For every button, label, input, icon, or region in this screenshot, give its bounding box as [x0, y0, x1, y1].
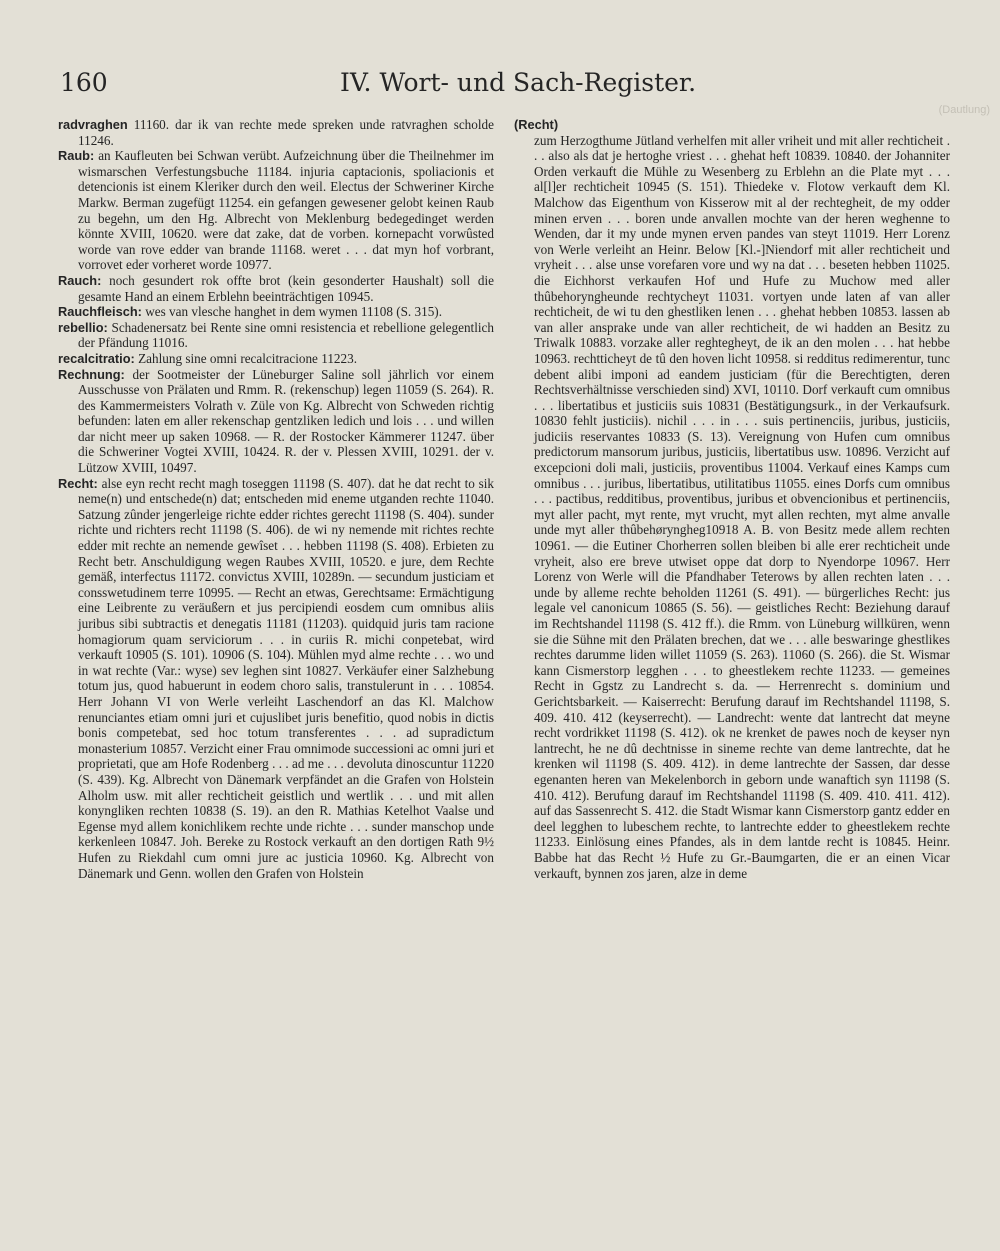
register-entry: [58, 117, 494, 148]
register-entry: [58, 273, 494, 304]
register-entry: [58, 304, 494, 320]
continued-entry-term: (Recht): [514, 117, 559, 132]
page-title: IV. Wort- und Sach-Register.: [340, 68, 697, 97]
entry-term: Rechnung:: [58, 366, 125, 382]
page-number: 160: [60, 68, 108, 97]
continued-entry-text: zum Herzogthume Jütland verhelfen mit aller vriheit und mit aller rechticheit . . . also als dat je hertoghe vriest . . . ghehat heft 10839. 10840. der Johanniter Orden verkauft die Mühle zu Wesenberg zu Erblehn an die Plate myt . . . al[l]er rechticheit 10945 (S. 151). Thiedeke v. Flotow verkauft dem Kl. Malchow das Eigenthum von Kisserow mit al der rechtegheit, de my odder minen erven . . . boren unde anvallen mochte van der heren weghenne to Wenden, dar it my unde mynen erven pandes van steyt 11019. Herr Lorenz von Werle verleiht an Heinr. Below [Kl.-]Niendorf mit aller rechticheit und vryheit . . . alse unse vorefaren vore und wy na dat . . . beseten hebben 11025. die Eichhorst verkaufen Hof und Hufe zu Muchow med aller thûbehoryngheunde rechtycheyt 11031. vortyen unde laten af van aller rechticheit, de wi tu den ghestliken lenen . . . ghehat hebben 10853. lassen ab van aller ansprake unde van aller rechticheit, de wi hadden an Besitz zu Triwalk 10883. vorzake aller reghtegheyt, de ik an den molen . . . hat hebbe 10963. rechtticheyt de tû den hoven licht 10958. si redditus redimerentur, tunc debent alibi imponi ad eandem justiciam (für die Berechtigten, deren Rechtsverhältnisse verschieden sind) XVI, 10110. Dorf verkauft cum omnibus . . . libertatibus et justiciis suis 10831 (Bestätigungsurk., in der Verkaufsurk. 10830 fehlt justiciis). nichil . . . in . . . suis pertinenciis, juribus, justiciis, judiciis reservantes 10833 (S. 13). Vereignung von Hufen cum omnibus predictorum mansorum juribus, justiciis, libertatibus usw. 10896. Verzicht auf excepcioni doli mali, justiciis, proventibus 11004. Verkauf eines Kamps cum omnibus . . . juribus, libertatibus, utilitatibus 11055. eines Dorfs cum omnibus . . . pactibus, redditibus, proventibus, juribus et obvencionibus et pertinenciis, myt aller pacht, myt rente, myt vrucht, myt allen rechten, myt alme anvalle unde myt aller thûbehøryngheg10918 A. B. von Besitz mede allem rechten 10961. — die Eutiner Chorherren sollen bleiben bi alle erer rechticheit unde vryheit, also ere breve utwiset oppe dat dorp to Nyendorpe 10967. Herr Lorenz von Werle will die Pfandhaber Teterows by allen rechten laten . . . unde by alleme rechte beholden 11261 (S. 491). — bürgerliches Recht: jus legale vel canonicum 10865 (S. 56). — geistliches Recht: Beziehung darauf im Rechtshandel 11198 (S. 412 ff.). die Rmm. von Lüneburg willküren, wenn sie die Sühne mit den Prälaten brechen, dat we . . . alle beswaringe ghestlikes rechtes darumme liden willet 11059 (S. 263). 11060 (S. 266). die St. Wismar kann Cismerstorp legghen . . . to gheestlekem rechte 11233. — gemeines Recht in Ggstz zu Landrecht s. da. — Herrenrecht s. dominium und Gerichtsbarkeit. — Kaiserrecht: Berufung darauf im Rechtshandel 11198, S. 409. 410. 412 (keyserrecht). — Landrecht: wente dat lantrecht dat meyne recht vordrikket 11198 (S. 412). ok ne krenket de pawes noch de keyser nyn lantrecht, he ne dû dechtnisse in sineme rechte van deme lantrechte, dat he krenken wil 11198 (S. 409. 412). in deme lantrechte der Sassen, dar desse egenanten heren van Mekelenborch in geborn unde wanaftich syn 11198 (S. 410. 412). Berufung darauf im Rechtshandel 11198 (S. 409. 410. 411. 412). auf das Sassenrecht S. 412. die Stadt Wismar kann Cismerstorp gantz edder en deel legghen to lubeschem rechte, to lantrechte edder to gheestlekem rechte 11233. Einlösung eines Pfandes, als in dem lantde recht is 10845. Heinr. Babbe hat das Recht ½ Hufe zu Gr.-Baumgarten, die er an einen Vicar verkauft, bynnen zos jaren, alze in deme: [534, 132, 950, 881]
entry-term: rebellio:: [58, 319, 108, 335]
entry-text: 11160. dar ik van rechte mede spreken unde ratvraghen scholde 11246.: [78, 117, 494, 148]
left-column: [58, 117, 494, 881]
entry-term: recalcitratio:: [58, 350, 135, 366]
register-entry: [58, 351, 494, 367]
library-stamp: (Dautlung): [938, 104, 990, 116]
entry-text: alse eyn recht recht magh toseggen 11198 (S. 407). dat he dat recht to sik neme(n) und entschede(n) dat; entscheden mid eneme utganden rechte 11040. Satzung zûnder jengerleige richte edder richtes gerecht 11198 (S. 404). sunder richte und richters recht 11198 (S. 406). de wi ny nemende mit richtes rechte edder mit rechte an nemende gewîset . . . hebben 11198 (S. 408). Erbieten zu Recht betr. Anschuldigung wegen Raubes XVIII, 10520. e jure, dem Rechte gemäß, interfectus 11172. convictus XVIII, 10289n. — secundum justiciam et consswetudinem terre 10995. — Recht an etwas, Gerechtsame: Ermächtigung eine Leibrente zu veräußern et jus percipiendi eosdem cum omnibus aliis juribus sibi subtractis et denegatis 11181 (11203). quidquid juris tam racione homagiorum quam serviciorum . . . in curiis R. michi conpetebat, wird verkauft 10905 (S. 101). 10906 (S. 104). Mühlen myd alme rechte . . . wo und in wat rechte (Var.: wyse) sev leghen sint 10827. Verkäufer einer Salzhebung totum jus, quod habuerunt in eodem choro salis, transtulerunt in . . . 10854. Herr Johann VI von Werle verleiht Laschendorf an das Kl. Malchow renunciantes etiam omni juri et cujuslibet juris benefitio, quod nobis in dictis bonis competebat, sed hoc totum transferentes . . . ad supradictum monasterium 10857. Verzicht einer Frau omnimode successioni ac omni juri et proprietati, que am Hofe Rodenberg . . . ad me . . . devoluta dinoscuntur 11220 (S. 439). Kg. Albrecht von Dänemark verpfändet an die Grafen von Holstein Alholm usw. mit aller rechticheit geistlich und wertlik . . . und mit allen konyngliken rechten 10838 (S. 19). an den R. Mathias Ketelhot Vaalse und Egense myd allem konichlikem rechte unde richte . . . sunder manschop unde kerkenleen 10847. Joh. Bereke zu Rostock verkauft an den dortigen Rath 9½ Hufen zu Riekdahl cum omni jure ac justicia 10960. Kg. Albrecht von Dänemark und Genn. wollen den Grafen von Holstein: [78, 475, 494, 881]
entry-text: Schadenersatz bei Rente sine omni resistencia et rebellione gelegentlich der Pfändung 11016.: [78, 319, 494, 351]
register-entry: [58, 367, 494, 476]
entry-text: wes van vlesche hanghet in dem wymen 11108 (S. 315).: [145, 304, 442, 320]
right-column: [514, 117, 950, 881]
register-entry: [58, 148, 494, 273]
entry-term: Rauchfleisch:: [58, 304, 142, 320]
entry-term: Rauch:: [58, 272, 102, 288]
entry-text: Zahlung sine omni recalcitracione 11223.: [138, 350, 357, 366]
entry-text: der Sootmeister der Lüneburger Saline soll jährlich vor einem Ausschusse von Prälaten und Rmm. R. (rekenschup) legen 11059 (S. 264). R. des Kammermeisters Volrath v. Züle von Kg. Albrecht von Schweden richtig befunden: laten em aller rekenschap gentzliken ledich und lois . . . und willen dar nicht meer up saken 10968. — R. der Rostocker Kämmerer 11247. über die Schweriner Vogtei XVIII, 10424. R. der v. Plessen XVIII, 10291. der v. Lützow XVIII, 10497.: [78, 366, 494, 476]
entry-term: radvraghen: [58, 117, 128, 132]
entry-text: an Kaufleuten bei Schwan verübt. Aufzeichnung über die Theilnehmer im wismarschen Verfestungsbuche 11184. injuria captacionis, spoliacionis et detencionis ist einem Kleriker durch den weil. Electus der Schweriner Kirche Markw. Berman zugefügt 11254. ein gefangen gewesener gelobt keinen Raub zu begehn, um den Hg. Albrecht von Meklenburg bedegedinget werden könnte XVIII, 10620. were dat zake, dat de vorben. kornepacht vorwûsted worde van rove edder van brande 11168. weret . . . dat myn hof vorbrant, vorrovet eder vorheret worde 10977.: [78, 148, 495, 273]
entry-text: noch gesundert rok offte brot (kein gesonderter Haushalt) soll die gesamte Hand an einem Erblehn beeinträchtigen 10945.: [78, 272, 494, 304]
page-header: [60, 68, 942, 108]
entry-term: Recht:: [58, 475, 98, 491]
entry-term: Raub:: [58, 148, 95, 164]
register-entry: [58, 476, 494, 881]
register-entry: [58, 320, 494, 351]
